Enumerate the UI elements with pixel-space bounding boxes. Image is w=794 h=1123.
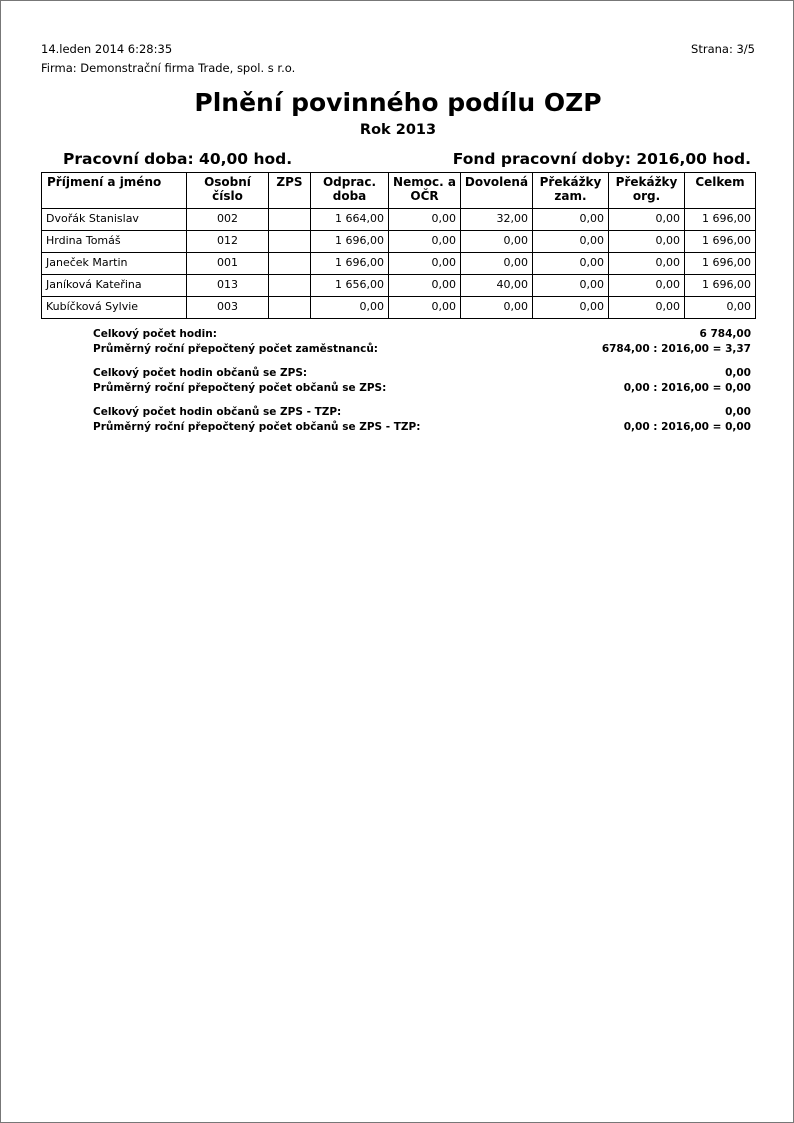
summary-zps-tzp-avg-label: Průměrný roční přepočtený počet občanů se ZPS - TZP: [93, 420, 421, 433]
cell-obstacles-org: 0,00 [609, 230, 685, 252]
cell-sick: 0,00 [389, 296, 461, 318]
col-obstacles-org: Překážky org. [609, 173, 685, 209]
summary-block [41, 327, 755, 435]
summary-avg-employees [93, 342, 751, 357]
summary-zps-avg-label: Průměrný roční přepočtený počet občanů se ZPS: [93, 381, 387, 394]
cell-personal-number: 003 [187, 296, 269, 318]
col-worked: Odprac. doba [311, 173, 389, 209]
summary-gap [93, 357, 751, 366]
cell-total: 1 696,00 [685, 252, 756, 274]
cell-name: Janíková Kateřina [42, 274, 187, 296]
summary-total-hours-value: 6 784,00 [699, 327, 751, 340]
cell-zps [269, 274, 311, 296]
summary-zps-hours-value: 0,00 [725, 366, 751, 379]
cell-total: 1 696,00 [685, 230, 756, 252]
summary-zps-tzp-avg-value: 0,00 : 2016,00 = 0,00 [623, 420, 751, 433]
cell-personal-number: 002 [187, 208, 269, 230]
cell-sick: 0,00 [389, 274, 461, 296]
table-row [42, 274, 756, 296]
summary-gap [93, 396, 751, 405]
summary-avg-employees-label: Průměrný roční přepočtený počet zaměstnanců: [93, 342, 379, 355]
cell-vacation: 32,00 [461, 208, 533, 230]
cell-worked: 1 656,00 [311, 274, 389, 296]
cell-obstacles-org: 0,00 [609, 208, 685, 230]
work-time-band [41, 150, 755, 168]
cell-total: 0,00 [685, 296, 756, 318]
summary-zps-hours-label: Celkový počet hodin občanů se ZPS: [93, 366, 308, 379]
header-left [41, 41, 295, 76]
summary-zps-tzp-hours-label: Celkový počet hodin občanů se ZPS - TZP: [93, 405, 342, 418]
cell-obstacles-org: 0,00 [609, 296, 685, 318]
summary-zps-tzp-hours-value: 0,00 [725, 405, 751, 418]
table-row [42, 296, 756, 318]
cell-worked: 1 696,00 [311, 230, 389, 252]
cell-obstacles-org: 0,00 [609, 274, 685, 296]
cell-zps [269, 230, 311, 252]
col-total: Celkem [685, 173, 756, 209]
col-vacation: Dovolená [461, 173, 533, 209]
work-fund-label: Fond pracovní doby: 2016,00 hod. [452, 150, 751, 169]
work-time-label: Pracovní doba: 40,00 hod. [63, 150, 293, 169]
cell-name: Dvořák Stanislav [42, 208, 187, 230]
summary-zps-tzp-hours [93, 405, 751, 420]
cell-vacation: 0,00 [461, 230, 533, 252]
summary-zps-tzp-avg [93, 420, 751, 435]
cell-obstacles-employee: 0,00 [533, 230, 609, 252]
cell-personal-number: 013 [187, 274, 269, 296]
cell-vacation: 0,00 [461, 296, 533, 318]
cell-zps [269, 296, 311, 318]
col-sick: Nemoc. a OČR [389, 173, 461, 209]
summary-total-hours [93, 327, 751, 342]
summary-zps-avg-value: 0,00 : 2016,00 = 0,00 [623, 381, 751, 394]
cell-sick: 0,00 [389, 252, 461, 274]
cell-obstacles-employee: 0,00 [533, 274, 609, 296]
print-datetime: 14.leden 2014 6:28:35 [41, 42, 173, 56]
summary-total-hours-label: Celkový počet hodin: [93, 327, 217, 340]
cell-obstacles-org: 0,00 [609, 252, 685, 274]
cell-worked: 1 664,00 [311, 208, 389, 230]
cell-total: 1 696,00 [685, 208, 756, 230]
cell-obstacles-employee: 0,00 [533, 296, 609, 318]
cell-sick: 0,00 [389, 230, 461, 252]
cell-vacation: 0,00 [461, 252, 533, 274]
page-title: Plnění povinného podílu OZP [194, 88, 602, 118]
cell-name: Hrdina Tomáš [42, 230, 187, 252]
col-zps: ZPS [269, 173, 311, 209]
table-row [42, 230, 756, 252]
col-name: Příjmení a jméno [42, 173, 187, 209]
cell-total: 1 696,00 [685, 274, 756, 296]
company-name: Firma: Demonstrační firma Trade, spol. s r.o. [41, 60, 296, 75]
cell-zps [269, 252, 311, 274]
table-body [42, 208, 756, 318]
summary-avg-employees-value: 6784,00 : 2016,00 = 3,37 [601, 342, 751, 355]
cell-name: Kubíčková Sylvie [42, 296, 187, 318]
cell-personal-number: 001 [187, 252, 269, 274]
summary-zps-avg [93, 381, 751, 396]
page-subtitle: Rok 2013 [359, 122, 437, 139]
page-indicator: Strana: 3/5 [691, 42, 755, 56]
cell-name: Janeček Martin [42, 252, 187, 274]
summary-zps-hours [93, 366, 751, 381]
col-obstacles-employee: Překážky zam. [533, 173, 609, 209]
report-header [41, 41, 755, 76]
col-personal-number: Osobní číslo [187, 173, 269, 209]
table-header-row [42, 173, 756, 209]
cell-personal-number: 012 [187, 230, 269, 252]
employees-table [41, 172, 756, 319]
cell-obstacles-employee: 0,00 [533, 252, 609, 274]
cell-sick: 0,00 [389, 208, 461, 230]
table-row [42, 208, 756, 230]
cell-worked: 0,00 [311, 296, 389, 318]
cell-obstacles-employee: 0,00 [533, 208, 609, 230]
report-content [41, 41, 755, 435]
cell-worked: 1 696,00 [311, 252, 389, 274]
cell-zps [269, 208, 311, 230]
cell-vacation: 40,00 [461, 274, 533, 296]
table-row [42, 252, 756, 274]
